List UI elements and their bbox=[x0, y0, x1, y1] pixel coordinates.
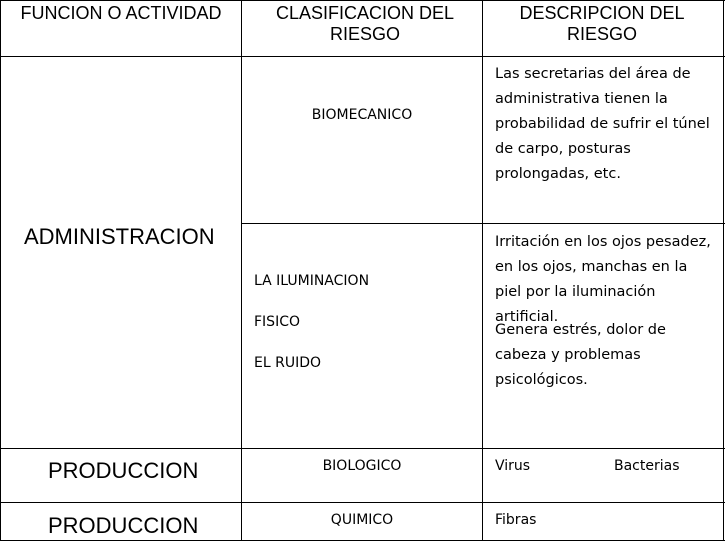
function-produccion: PRODUCCION bbox=[48, 513, 199, 538]
description-biomecanico: Las secretarias del área de administrativa tienen la probabilidad de sufrir el túnel de carpo, posturas prolongadas, etc. bbox=[495, 66, 710, 182]
description-ruido: Genera estrés, dolor de cabeza y problemas psicológicos. bbox=[495, 322, 666, 388]
classification-biomecanico: BIOMECANICO bbox=[311, 107, 413, 123]
row-divider bbox=[0, 502, 725, 503]
classification-fisico: FISICO bbox=[254, 314, 300, 330]
classification-ruido: EL RUIDO bbox=[254, 355, 321, 371]
table-border-right bbox=[723, 0, 724, 541]
function-administracion: ADMINISTRACION bbox=[24, 224, 215, 249]
table-border-top bbox=[0, 0, 725, 1]
header-function: FUNCION O ACTIVIDAD bbox=[20, 3, 222, 23]
function-produccion: PRODUCCION bbox=[48, 458, 199, 483]
description-bacterias: Bacterias bbox=[614, 458, 680, 474]
row-divider bbox=[0, 448, 725, 449]
classification-biologico: BIOLOGICO bbox=[322, 458, 402, 474]
header-description: DESCRIPCION DEL RIESGO bbox=[519, 3, 685, 44]
description-iluminacion: Irritación en los ojos pesadez, en los ojos, manchas en la piel por la iluminación artificial. bbox=[495, 234, 711, 325]
classification-quimico: QUIMICO bbox=[330, 512, 394, 528]
table-border-left bbox=[0, 0, 1, 541]
header-classification: CLASIFICACION DEL RIESGO bbox=[275, 3, 455, 44]
description-virus: Virus bbox=[495, 458, 531, 474]
column-divider bbox=[482, 0, 483, 541]
table-border-bottom bbox=[0, 540, 725, 541]
header-divider bbox=[0, 56, 725, 57]
description-fibras: Fibras bbox=[495, 512, 537, 528]
classification-iluminacion: LA ILUMINACION bbox=[254, 273, 370, 289]
row-divider bbox=[241, 223, 725, 224]
